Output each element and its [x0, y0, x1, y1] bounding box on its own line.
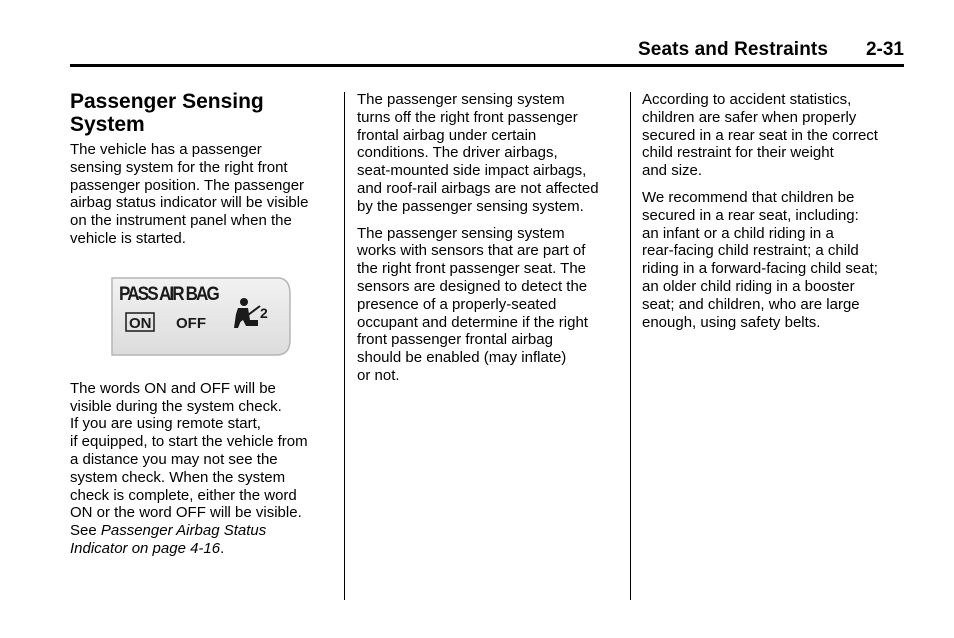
- cross-reference: See Passenger Airbag Status: [70, 522, 267, 540]
- column-divider: [630, 92, 631, 600]
- cross-reference-link[interactable]: Indicator on page 4-16: [70, 539, 221, 557]
- paragraph: The passenger sensing system works with sensors that are part of the right front passenger seat. The sensors are designed to detect the presence of a properly-seated occupant and determine if the right front passenger frontal airbag should be enabled (may inflate) or not.: [357, 224, 588, 384]
- page-header: [70, 38, 904, 67]
- pass-air-bag-indicator-figure: [110, 276, 292, 358]
- column-3: [642, 90, 904, 340]
- indicator-on-label: ON: [129, 314, 152, 332]
- paragraph: We recommend that children be secured in a rear seat, including: an infant or a child riding in a rear-facing child restraint; a child riding in a forward-facing child seat; an older child riding in a booster seat; and children, who are large enough, using safety belts.: [642, 188, 878, 331]
- indicator-title: PASS AIR BAG: [119, 282, 220, 304]
- section-heading: Passenger Sensing System: [70, 90, 264, 136]
- column-2: [357, 90, 622, 394]
- indicator-off-label: OFF: [176, 314, 206, 332]
- paragraph: According to accident statistics, children are safer when properly secured in a rear seat in the correct child restraint for their weight and size.: [642, 91, 878, 180]
- paragraph: The passenger sensing system turns off the right front passenger frontal airbag under certain conditions. The driver airbags, seat-mounted side impact airbags, and roof-rail airbags are not affected by the passenger sensing system.: [357, 91, 599, 215]
- system-check-paragraph: The words ON and OFF will be visible during the system check. If you are using remote start, if equipped, to start the vehicle from a distance you may not see the system check. When the system check is complete, either the word ON or the word OFF will be visible. See Passenger Airbag Status Indicator on page 4-16.: [70, 380, 332, 558]
- cross-reference-link[interactable]: Passenger Airbag Status: [100, 522, 267, 540]
- page-number: 2-31: [865, 39, 904, 60]
- column-divider: [344, 92, 345, 600]
- indicator-seat-number: 2: [260, 304, 268, 321]
- section-title: Seats and Restraints: [638, 39, 828, 60]
- column-1: [70, 90, 332, 567]
- intro-paragraph: The vehicle has a passenger sensing system for the right front passenger position. The passenger airbag status indicator will be visible on the instrument panel when the vehicle is started.: [70, 141, 309, 247]
